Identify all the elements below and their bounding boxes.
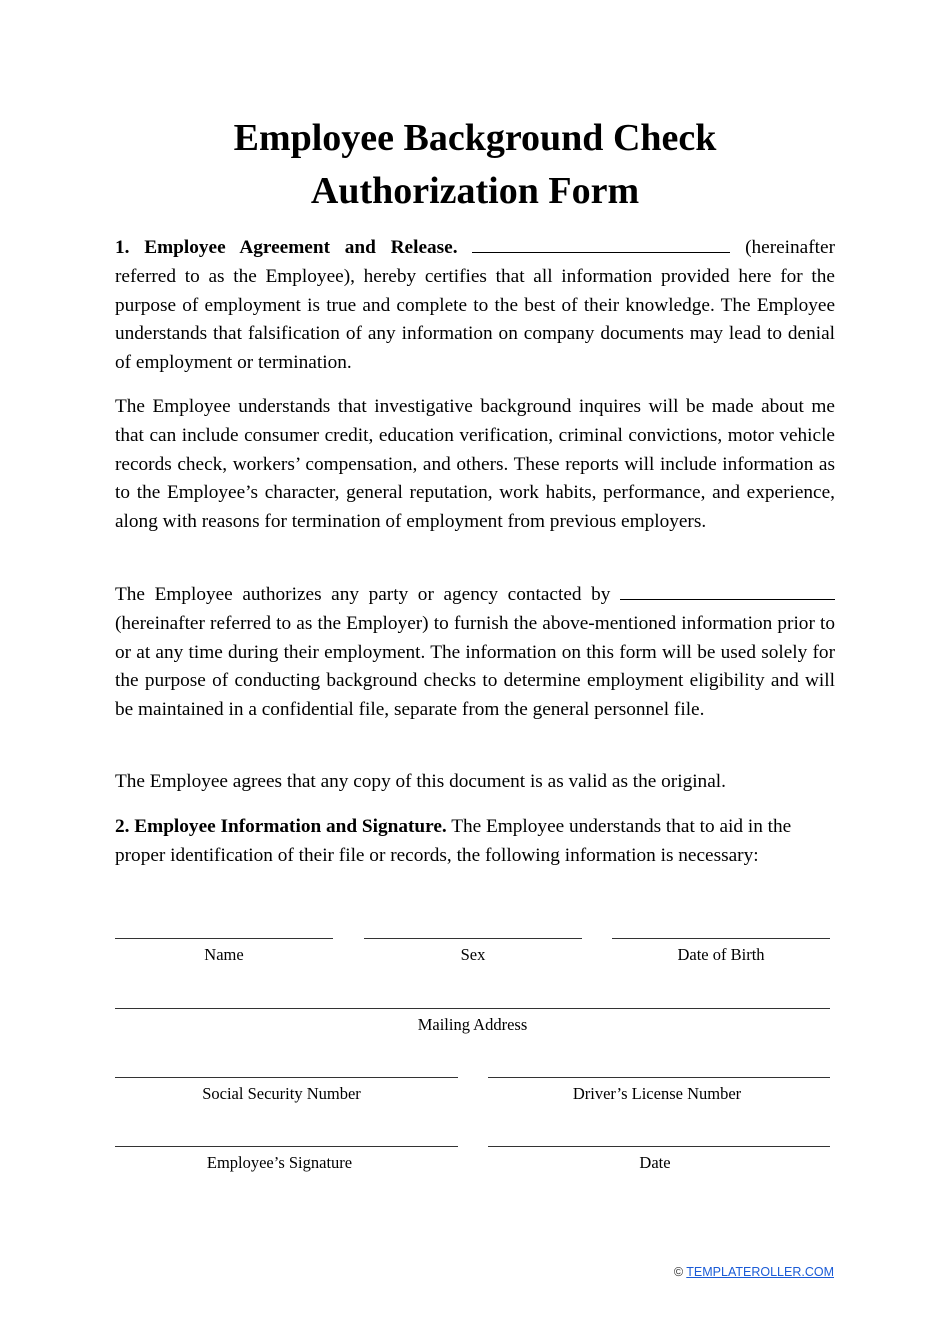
section2-heading: 2. Employee Information and Signature. (115, 816, 447, 837)
ssn-field-line[interactable] (115, 1077, 458, 1078)
dob-label: Date of Birth (677, 945, 765, 964)
date-field-line[interactable] (488, 1146, 830, 1147)
section2-paragraph: 2. Employee Information and Signature. The Employee understands that to aid in the proper identification of their file or records, the following information is necessary: (115, 816, 792, 866)
templateroller-link[interactable]: TEMPLATEROLLER.COM (686, 1265, 834, 1279)
drivers-license-field-line[interactable] (488, 1077, 830, 1078)
ssn-label: Social Security Number (202, 1084, 361, 1103)
title-line-2: Authorization Form (310, 170, 640, 212)
title-line-1: Employee Background Check (233, 117, 717, 159)
sex-label: Sex (460, 945, 486, 964)
signature-label: Employee’s Signature (206, 1153, 353, 1172)
copyright-icon: © (673, 1265, 684, 1279)
date-label: Date (639, 1153, 671, 1172)
section1-paragraph3: The Employee authorizes any party or agency contacted by (hereinafter referred to as the Employer) to furnish the above-mentioned information prior to or at any time during their employment. The information on this form will be used solely for the purpose of conducting background checks to determine employment eligibility and will be maintained in a confidential file, separate from the general personnel file. (115, 584, 835, 721)
mailing-address-field-line[interactable] (115, 1008, 830, 1009)
mailing-address-label: Mailing Address (417, 1015, 528, 1034)
drivers-license-label: Driver’s License Number (572, 1084, 742, 1103)
sex-field-line[interactable] (364, 938, 582, 939)
section1-paragraph4: The Employee agrees that any copy of this document is as valid as the original. (115, 771, 726, 792)
name-label: Name (204, 945, 244, 964)
signature-field-line[interactable] (115, 1146, 458, 1147)
section1-heading: 1. Employee Agreement and Release. (115, 237, 458, 258)
section1-paragraph1: 1. Employee Agreement and Release. (hereinafter referred to as the Employee), hereby certifies that all information provided here for the purpose of employment is true and complete to the best of their knowledge. The Employee understands that falsification of any information on company documents may lead to denial of employment or termination. (115, 237, 835, 374)
employer-name-blank[interactable] (620, 582, 835, 600)
page-title (0, 112, 950, 218)
section1-paragraph2: The Employee understands that investigative background inquires will be made about me that can include consumer credit, education verification, criminal convictions, motor vehicle records check, workers’ compensation, and others. These reports will include information as to the Employee’s character, general reputation, work habits, performance, and experience, along with reasons for termination of employment from previous employers. (115, 396, 835, 533)
name-field-line[interactable] (115, 938, 333, 939)
dob-field-line[interactable] (612, 938, 830, 939)
employee-name-blank[interactable] (472, 235, 730, 253)
footer (674, 1265, 834, 1279)
